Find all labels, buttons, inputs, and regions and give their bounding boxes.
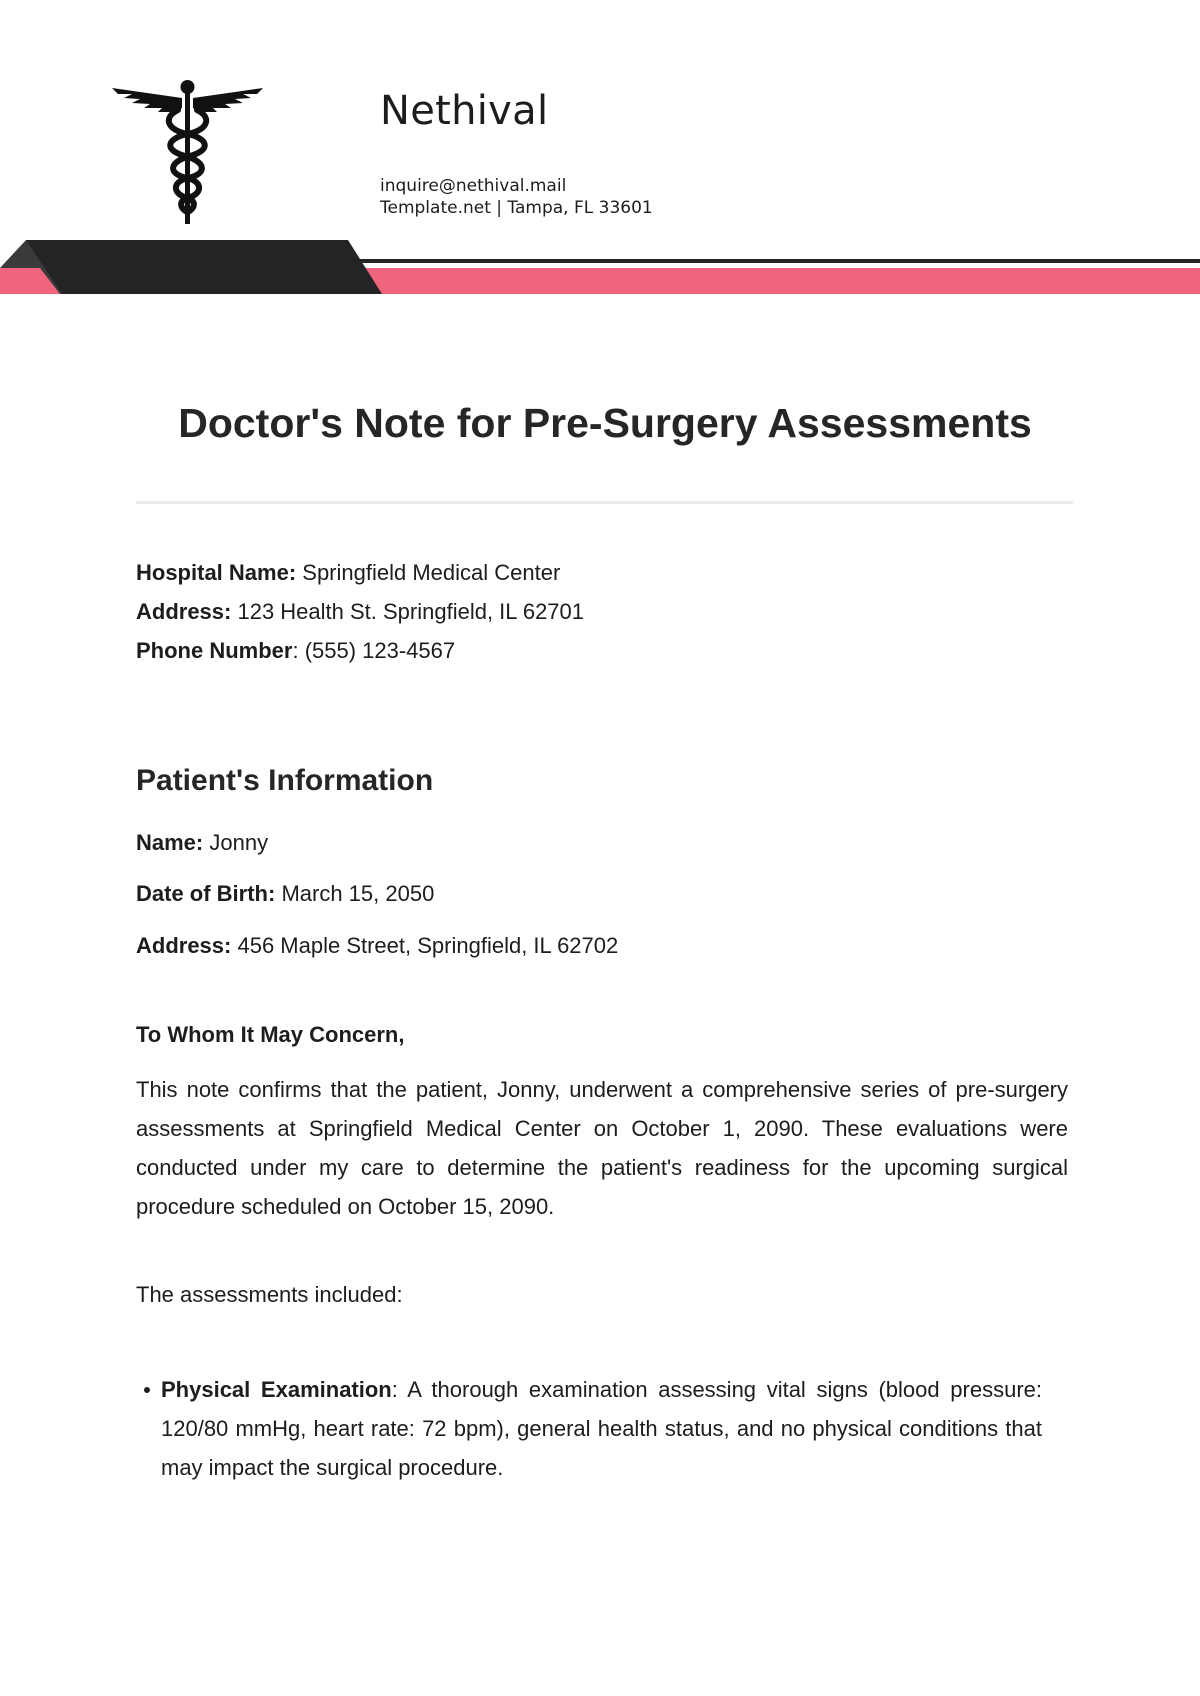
patient-address-line bbox=[136, 931, 618, 961]
hospital-phone-line bbox=[136, 636, 455, 666]
header-banner bbox=[0, 238, 1200, 294]
patient-address-label: Address: bbox=[136, 933, 232, 958]
hospital-name-label: Hospital Name: bbox=[136, 560, 297, 585]
patient-section-heading: Patient's Information bbox=[136, 764, 434, 797]
patient-name-value: Jonny bbox=[203, 830, 269, 855]
hospital-address-line bbox=[136, 597, 584, 627]
title-divider bbox=[136, 501, 1073, 504]
assessments-intro: The assessments included: bbox=[136, 1282, 403, 1307]
hospital-name-value: Springfield Medical Center bbox=[296, 560, 561, 585]
list-item bbox=[136, 1370, 1042, 1487]
list-item-text: : A thorough examination assessing vital signs (blood pressure: 120/80 mmHg, heart rate: 72 bpm), general health status, and no physical conditions that may impact the surgical procedure. bbox=[161, 1377, 1043, 1480]
hospital-name-line bbox=[136, 558, 560, 588]
company-address: Template.net | Tampa, FL 33601 bbox=[380, 198, 653, 218]
company-name: Nethival bbox=[380, 88, 549, 134]
list-item-label: Physical Examination bbox=[161, 1377, 392, 1402]
company-email: inquire@nethival.mail bbox=[380, 176, 567, 196]
document-title: Doctor's Note for Pre-Surgery Assessments bbox=[178, 400, 1032, 446]
hospital-address-label: Address: bbox=[136, 599, 232, 624]
letter-paragraph: This note confirms that the patient, Jonny, underwent a comprehensive series of pre-surgery assessments at Springfield Medical Center on October 1, 2090. These evaluations were conducted under my care to determine the patient's readiness for the upcoming surgical procedure scheduled on October 15, 2090. bbox=[136, 1077, 1068, 1219]
patient-name-line bbox=[136, 828, 268, 858]
hospital-phone-value: : (555) 123-4567 bbox=[292, 638, 456, 663]
caduceus-icon bbox=[110, 78, 265, 228]
assessments-list bbox=[136, 1370, 1042, 1487]
patient-dob-line bbox=[136, 879, 434, 909]
hospital-phone-label: Phone Number bbox=[136, 638, 293, 663]
hospital-address-value: 123 Health St. Springfield, IL 62701 bbox=[231, 599, 585, 624]
patient-address-value: 456 Maple Street, Springfield, IL 62702 bbox=[231, 933, 619, 958]
letter-greeting: To Whom It May Concern, bbox=[136, 1022, 405, 1047]
bullet-icon bbox=[144, 1387, 150, 1393]
patient-name-label: Name: bbox=[136, 830, 204, 855]
patient-dob-label: Date of Birth: bbox=[136, 881, 276, 906]
patient-dob-value: March 15, 2050 bbox=[275, 881, 435, 906]
